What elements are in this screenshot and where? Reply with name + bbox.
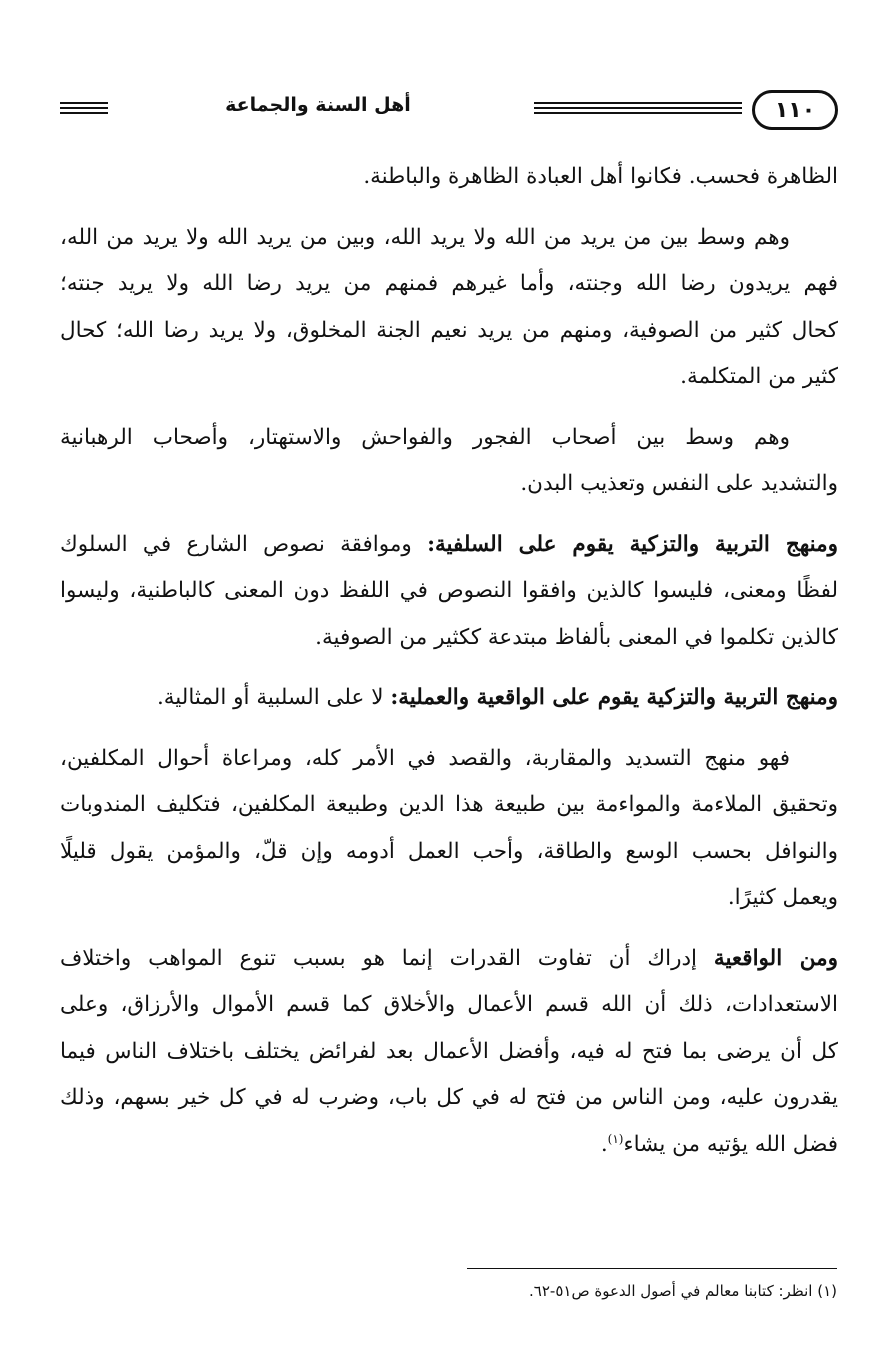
text-line: كالذين تكلموا في المعنى بألفاظ مبتدعة ككثير من الصوفية. [315, 624, 838, 650]
text-run: . [600, 1131, 608, 1157]
header-rule-right [534, 102, 742, 114]
text-run: فضل الله يؤتيه من يشاء [623, 1131, 838, 1157]
text-line [60, 936, 838, 983]
bold-heading: ومن الواقعية [713, 945, 838, 971]
text-line: لفظًا ومعنى، فليسوا كالذين وافقوا النصوص في اللفظ دون المعنى كالباطنية، وليسوا [60, 578, 838, 603]
text-line: الاستعدادات، ذلك أن الله قسم الأعمال والأخلاق كما قسم الأموال والأرزاق، وعلى [60, 992, 838, 1017]
text-line: وهم وسط بين أصحاب الفجور والفواحش والاستهتار، وأصحاب الرهبانية [60, 424, 790, 450]
text-line: وتحقيق الملاءمة والمواءمة بين طبيعة هذا الدين وطبيعة المكلفين، فتكليف المندوبات [60, 792, 838, 817]
footnote-marker[interactable]: (١) [607, 1131, 624, 1146]
text-line: كثير من المتكلمة. [680, 364, 838, 389]
text-run: وموافقة نصوص الشارع في السلوك [60, 531, 412, 557]
page-number: ١١٠ [752, 90, 838, 130]
text-line [60, 675, 838, 722]
text-line: وهم وسط بين من يريد من الله ولا يريد الله، وبين من يريد الله ولا يريد من الله، [60, 224, 790, 250]
text-line: فهو منهج التسديد والمقاربة، والقصد في الأمر كله، ومراعاة أحوال المكلفين، [60, 745, 790, 771]
page-header [60, 88, 838, 132]
bold-heading: ومنهج التربية والتزكية يقوم على الواقعية والعملية: [390, 685, 838, 710]
footnote: (١) انظر: كتابنا معالم في أصول الدعوة ص٥١-٦٢. [528, 1282, 837, 1300]
bold-heading: ومنهج التربية والتزكية يقوم على السلفية: [427, 531, 839, 557]
text-line: ويعمل كثيرًا. [727, 885, 838, 910]
page-body [60, 154, 838, 1168]
footnote-divider [467, 1268, 837, 1269]
text-run: إدراك أن تفاوت القدرات إنما هو بسبب تنوع المواهب واختلاف [60, 945, 698, 971]
text-line: والنوافل بحسب الوسع والطاقة، وأحب العمل أدومه وإن قلّ، والمؤمن يقول قليلًا [60, 838, 838, 864]
text-line [60, 1122, 838, 1169]
text-line: كل أن يرضى بما فتح له فيه، وأفضل الأعمال بعد لفرائض يختلف باختلاف الناس فيما [60, 1038, 838, 1064]
text-line: كحال كثير من الصوفية، ومنهم من يريد نعيم الجنة المخلوق، ولا يريد رضا الله؛ كحال [60, 317, 838, 343]
text-line: فهم يريدون رضا الله وجنته، وأما غيرهم فمنهم من يريد رضا الله ولا يريد جنته؛ [60, 271, 838, 296]
text-line: والتشديد على النفس وتعذيب البدن. [520, 471, 838, 496]
text-line: يقدرون عليه، ومن الناس من فتح له في كل باب، وضرب له في كل خير بسهم، وذلك [60, 1085, 838, 1110]
text-line [60, 522, 838, 569]
running-title: أهل السنة والجماعة [225, 94, 411, 116]
text-line: الظاهرة فحسب. فكانوا أهل العبادة الظاهرة والباطنة. [363, 164, 838, 189]
text-run: لا على السلبية أو المثالية. [156, 685, 384, 710]
header-rule-left [60, 102, 108, 114]
